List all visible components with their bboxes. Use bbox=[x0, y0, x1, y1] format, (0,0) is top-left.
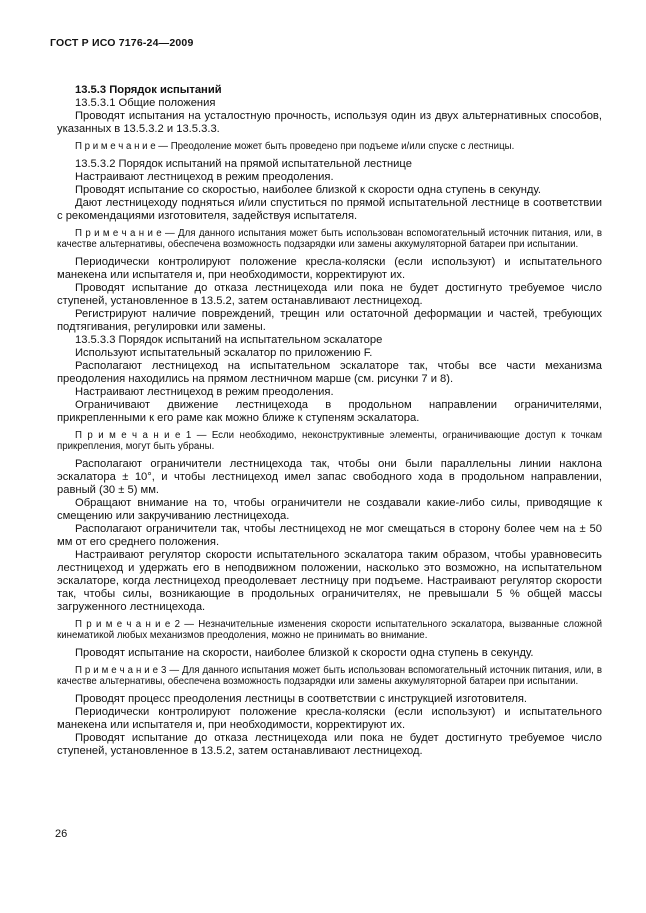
body-paragraph: Ограничивают движение лестницехода в продольном направлении ограничителями, прикрепленными к его раме как можно ближе к ступеням эскалатора. bbox=[57, 398, 602, 424]
document-header-standard-number: ГОСТ Р ИСО 7176-24—2009 bbox=[50, 37, 194, 49]
note-paragraph: П р и м е ч а н и е 2 — Незначительные изменения скорости испытательного эскалатора, вызванные сложной кинематикой любых механизмов преодоления, можно не принимать во внимание. bbox=[57, 618, 602, 641]
body-paragraph: 13.5.3.1 Общие положения bbox=[75, 97, 216, 109]
body-paragraph: Располагают ограничители так, чтобы лестницеход не мог смещаться в сторону более чем на ± 50 мм от его среднего положения. bbox=[57, 522, 602, 548]
body-paragraph: Располагают лестницеход на испытательном эскалаторе так, чтобы все части механизма преодоления находились на прямом лестничном марше (см. рисунки 7 и 8). bbox=[57, 359, 602, 385]
body-paragraph: Проводят испытание до отказа лестницехода или пока не будет достигнуто требуемое число ступеней, установленное в 13.5.2, затем останавливают лестницеход. bbox=[57, 281, 602, 307]
body-paragraph: Дают лестницеходу подняться и/или спуститься по прямой испытательной лестнице в соответствии с рекомендациями изготовителя, задействуя испытателя. bbox=[57, 196, 602, 222]
body-paragraph: Регистрируют наличие повреждений, трещин или остаточной деформации и частей, требующих подтягивания, регулировки или замены. bbox=[57, 307, 602, 333]
body-paragraph: 13.5.3.2 Порядок испытаний на прямой испытательной лестнице bbox=[75, 157, 412, 170]
body-paragraph: Располагают ограничители лестницехода так, чтобы они были параллельны линии наклона эскалатора ± 10°, и чтобы лестницеход имел запас свободного хода в продольном направлении, равный (30 ± 5) мм. bbox=[57, 457, 602, 496]
body-paragraph: Настраивают лестницеход в режим преодоления. bbox=[75, 385, 334, 398]
body-paragraph: Проводят испытания на усталостную прочность, используя один из двух альтернативных способов, указанных в 13.5.3.2 и 13.5.3.3. bbox=[57, 110, 602, 135]
body-paragraph: Проводят испытание на скорости, наиболее близкой к скорости одна ступень в секунду. bbox=[75, 646, 534, 659]
body-paragraph: Проводят испытание до отказа лестницехода или пока не будет достигнуто требуемое число ступеней, установленное в 13.5.2, затем останавливают лестницеход. bbox=[57, 731, 602, 757]
note-paragraph: П р и м е ч а н и е 1 — Если необходимо, неконструктивные элементы, ограничивающие доступ к точкам прикрепления, могут быть убраны. bbox=[57, 429, 602, 452]
body-paragraph: Настраивают лестницеход в режим преодоления. bbox=[75, 170, 334, 183]
body-paragraph: Периодически контролируют положение кресла-коляски (если используют) и испытательного манекена или испытателя и, при необходимости, корректируют их. bbox=[57, 255, 602, 281]
document-body bbox=[57, 84, 602, 758]
body-paragraph: Используют испытательный эскалатор по приложению F. bbox=[75, 346, 373, 359]
body-paragraph: 13.5.3.3 Порядок испытаний на испытательном эскалаторе bbox=[75, 333, 383, 346]
page-number: 26 bbox=[55, 828, 68, 840]
body-paragraph: Периодически контролируют положение кресла-коляски (если используют) и испытательного манекена или испытателя и, при необходимости, корректируют их. bbox=[57, 705, 602, 731]
note-paragraph: П р и м е ч а н и е — Для данного испытания может быть использован вспомогательный источник питания, или, в качестве альтернативы, обеспечена возможность подзарядки или замены аккумуляторной батареи при испытании. bbox=[57, 227, 602, 250]
body-paragraph: Проводят процесс преодоления лестницы в соответствии с инструкцией изготовителя. bbox=[75, 692, 528, 705]
note-paragraph: П р и м е ч а н и е 3 — Для данного испытания может быть использован вспомогательный источник питания, или, в качестве альтернативы, обеспечена возможность подзарядки или замены аккумуляторной батареи при испытании. bbox=[57, 664, 602, 687]
section-heading: 13.5.3 Порядок испытаний bbox=[75, 84, 222, 96]
body-paragraph: Обращают внимание на то, чтобы ограничители не создавали какие-либо силы, приводящие к смещению или закручиванию лестницехода. bbox=[57, 496, 602, 522]
note-paragraph: П р и м е ч а н и е — Преодоление может быть проведено при подъеме и/или спуске с лестницы. bbox=[75, 141, 515, 152]
body-paragraph: Проводят испытание со скоростью, наиболее близкой к скорости одна ступень в секунду. bbox=[75, 183, 541, 196]
body-paragraph: Настраивают регулятор скорости испытательного эскалатора таким образом, чтобы уравновесить лестницеход и удержать его в неподвижном положении, насколько это возможно, на испытательном эскалаторе, когда лестницеход преодолевает лестницу при подъеме. Настраивают регулятор скорости так, чтобы силы, возникающие в продольных ограничителях, не превышали 5 % общей массы загруженного лестницехода. bbox=[57, 548, 602, 613]
